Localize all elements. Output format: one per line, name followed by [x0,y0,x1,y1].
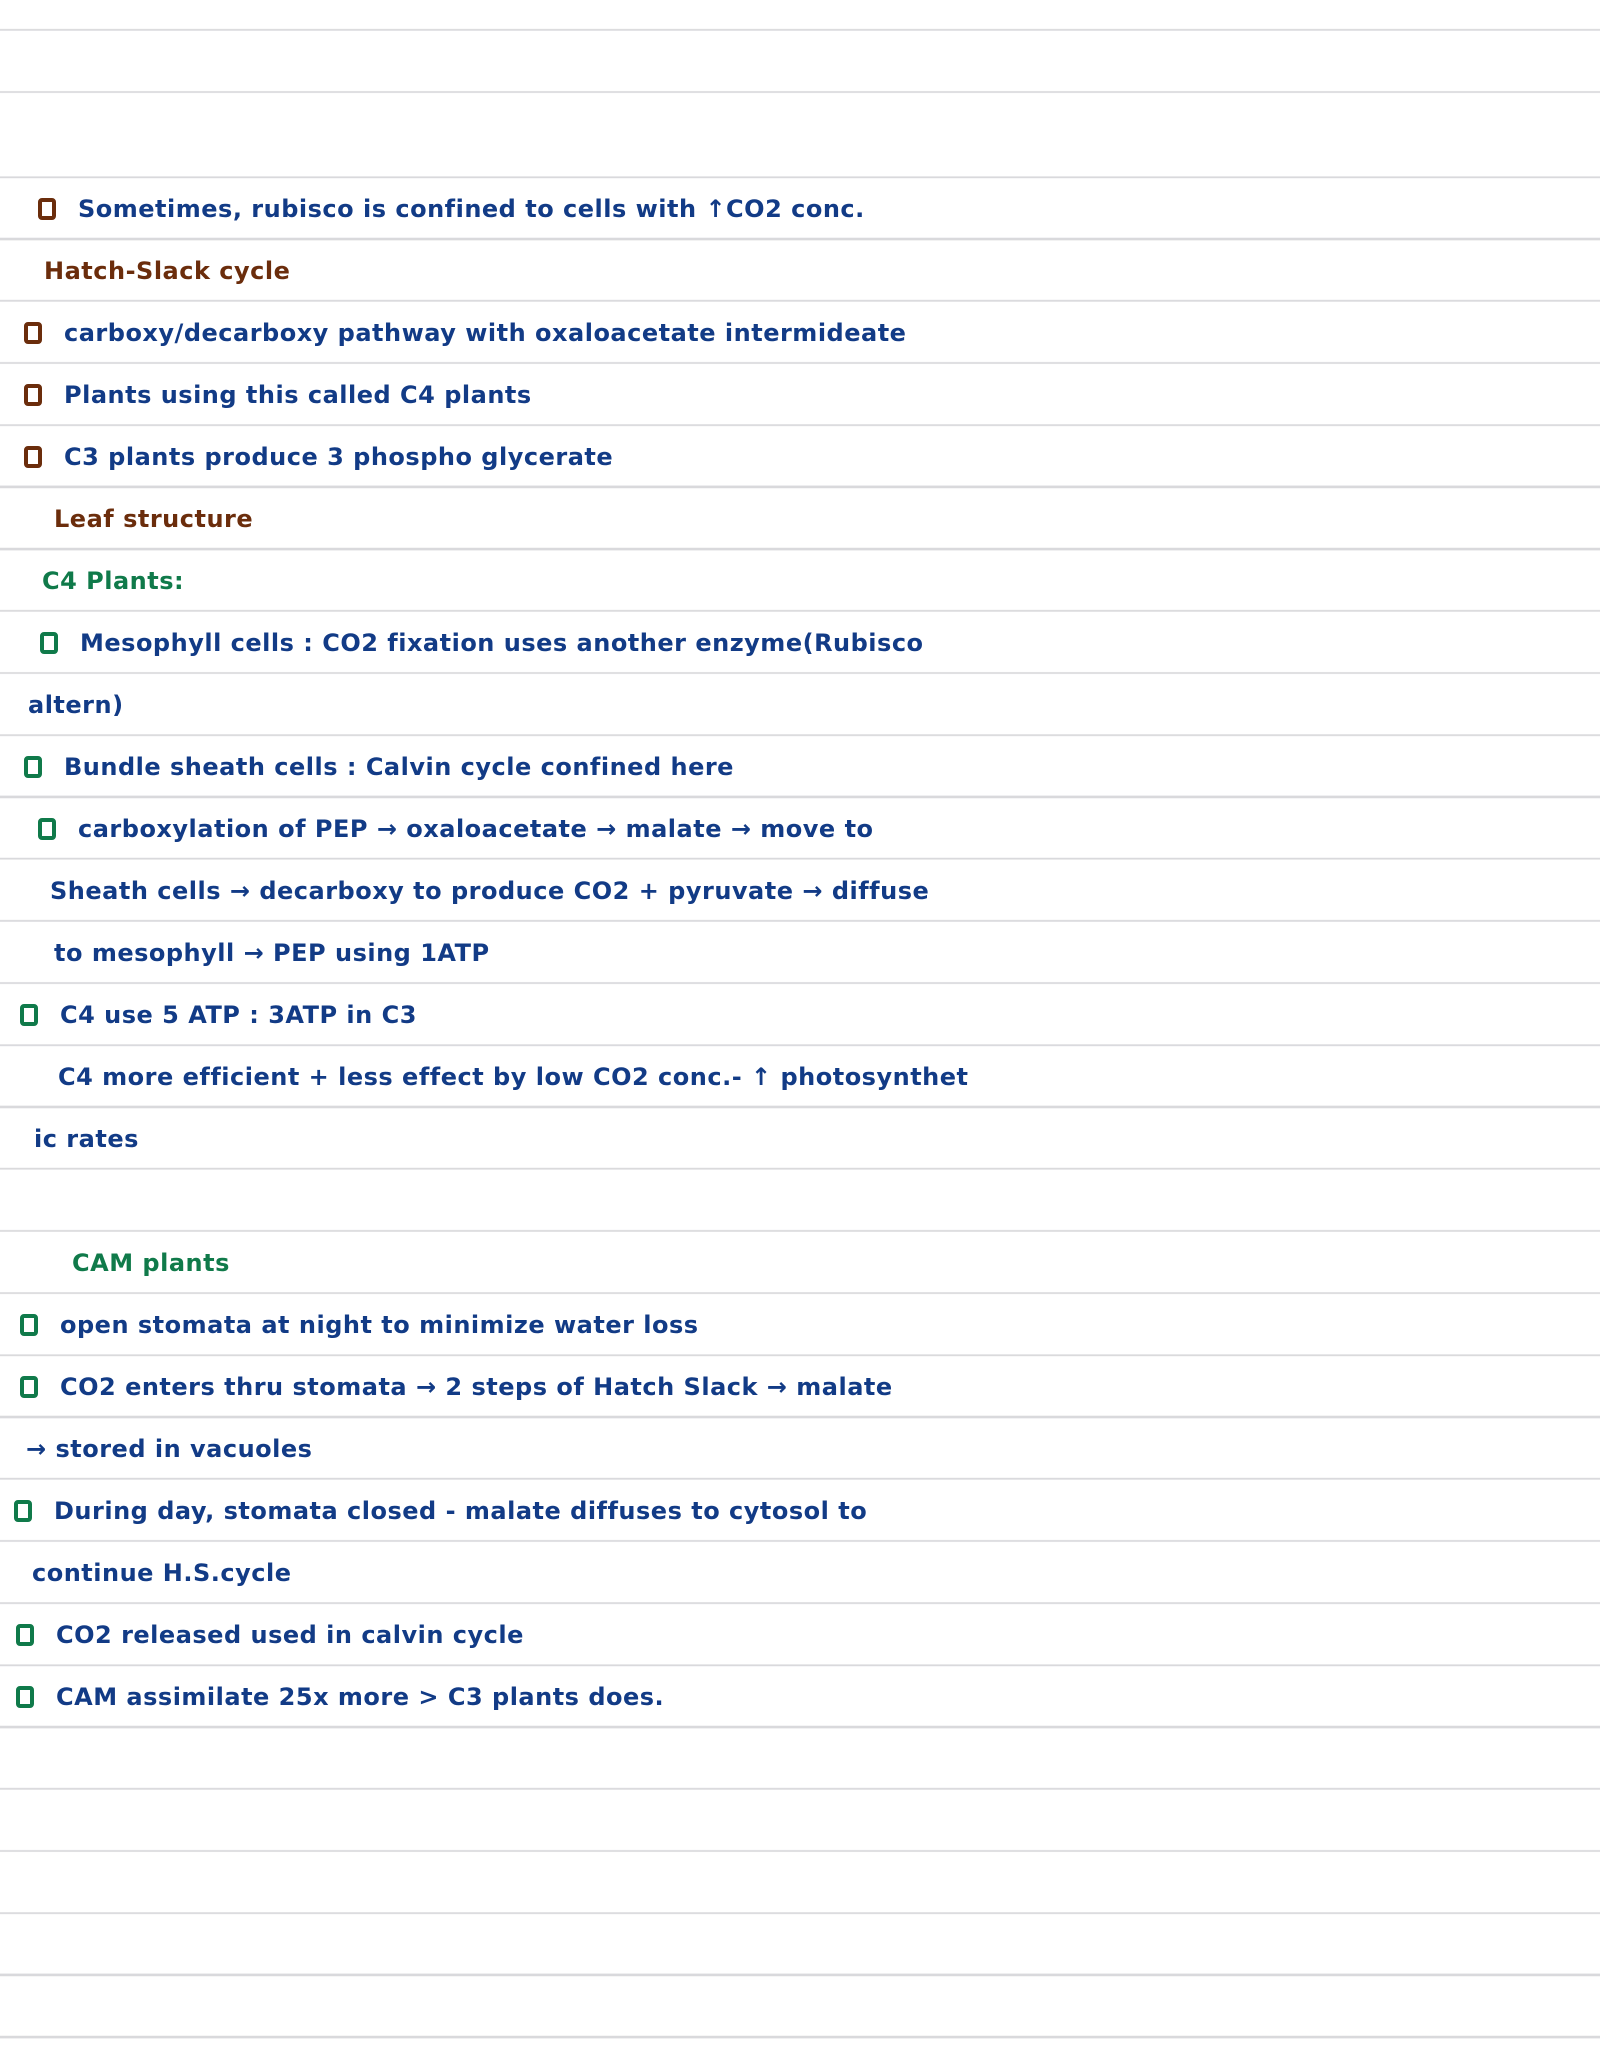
note-line [0,1480,1600,1542]
note-text: Bundle sheath cells : Calvin cycle confined here [64,753,734,781]
note-line-continued [0,1418,1600,1480]
note-line-continued [0,1046,1600,1108]
checkbox-icon [24,322,42,344]
section-heading-cam-plants [0,1232,1600,1294]
note-line [0,1356,1600,1418]
note-text: → stored in vacuoles [26,1435,313,1463]
checkbox-icon [20,1004,38,1026]
note-text: carboxylation of PEP → oxaloacetate → malate → move to [78,815,874,843]
note-line-continued [0,674,1600,736]
note-text: CO2 enters thru stomata → 2 steps of Hatch Slack → malate [60,1373,893,1401]
note-text: ic rates [34,1125,139,1153]
note-text: carboxy/decarboxy pathway with oxaloacetate intermideate [64,319,907,347]
note-line [0,1666,1600,1728]
note-text: During day, stomata closed - malate diffuses to cytosol to [54,1497,868,1525]
note-line-continued [0,1542,1600,1604]
checkbox-icon [24,756,42,778]
checkbox-icon [16,1686,34,1708]
note-line [0,426,1600,488]
section-heading-c4-plants [0,550,1600,612]
note-text: Mesophyll cells : CO2 fixation uses another enzyme(Rubisco [80,629,924,657]
checkbox-icon [24,446,42,468]
section-heading-hatch-slack [0,240,1600,302]
note-text: C4 use 5 ATP : 3ATP in C3 [60,1001,417,1029]
note-text: C4 more efficient + less effect by low CO2 conc.- ↑ photosynthet [58,1063,969,1091]
section-heading-leaf-structure [0,488,1600,550]
note-text: C3 plants produce 3 phospho glycerate [64,443,614,471]
checkbox-icon [20,1314,38,1336]
heading-text: C4 Plants: [42,567,185,595]
note-line [0,736,1600,798]
note-text: CAM assimilate 25x more > C3 plants does. [56,1683,665,1711]
note-line-continued [0,922,1600,984]
note-line [0,798,1600,860]
note-text: Sheath cells → decarboxy to produce CO2 + pyruvate → diffuse [50,877,930,905]
checkbox-icon [14,1500,32,1522]
note-line [0,984,1600,1046]
checkbox-icon [40,632,58,654]
heading-text: CAM plants [72,1249,230,1277]
note-line-continued [0,860,1600,922]
checkbox-icon [38,818,56,840]
checkbox-icon [20,1376,38,1398]
checkbox-icon [38,198,56,220]
heading-text: Leaf structure [54,505,254,533]
note-text: CO2 released used in calvin cycle [56,1621,524,1649]
note-line [0,612,1600,674]
note-text: open stomata at night to minimize water loss [60,1311,699,1339]
checkbox-icon [24,384,42,406]
note-line [0,1604,1600,1666]
checkbox-icon [16,1624,34,1646]
note-text: continue H.S.cycle [32,1559,292,1587]
note-line [0,364,1600,426]
heading-text: Hatch-Slack cycle [44,257,291,285]
note-line [0,1294,1600,1356]
note-text: altern) [28,691,124,719]
note-line [0,302,1600,364]
note-text: to mesophyll → PEP using 1ATP [54,939,490,967]
note-text: Plants using this called C4 plants [64,381,532,409]
note-line-continued [0,1108,1600,1170]
note-text: Sometimes, rubisco is confined to cells with ↑CO2 conc. [78,195,865,223]
note-line [0,178,1600,240]
